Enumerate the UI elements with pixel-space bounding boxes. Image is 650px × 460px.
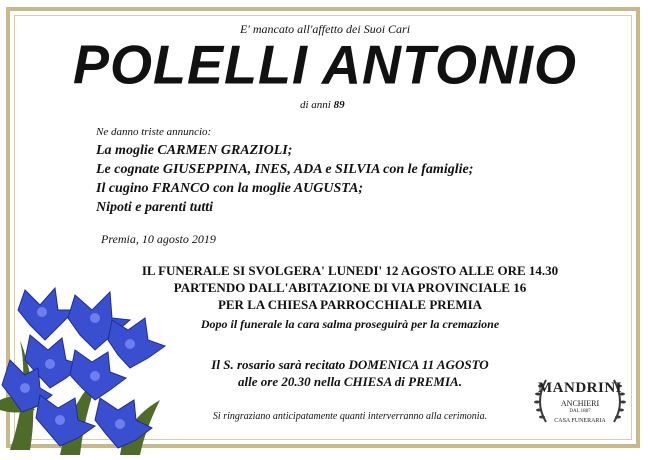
funeral-home-logo <box>532 372 628 432</box>
funeral-line: PER LA CHIESA PARROCCHIALE PREMIA <box>217 297 483 312</box>
place-date: Premia, 10 agosto 2019 <box>101 232 216 246</box>
rosary-info <box>140 356 560 390</box>
family-line: La moglie CARMEN GRAZIOLI; <box>96 143 293 158</box>
family-line: Le cognate GIUSEPPINA, INES, ADA e SILVIA con le famiglie; <box>96 162 474 177</box>
funeral-info <box>130 262 570 313</box>
announce-line: Ne danno triste annuncio: <box>96 126 212 138</box>
rosary-line: alle ore 20.30 nella CHIESA di PREMIA. <box>238 374 462 389</box>
cremation-note: Dopo il funerale la cara salma proseguirà per la cremazione <box>200 317 500 331</box>
thanks-line: Si ringraziano anticipatamente quanti interverranno alla cerimonia. <box>212 411 488 422</box>
logo-type: CASA FUNERARIA <box>554 418 606 424</box>
age-value: 89 <box>333 99 345 111</box>
gentian-flowers-image <box>0 280 175 460</box>
family-line: Il cugino FRANCO con la moglie AUGUSTA; <box>96 181 364 196</box>
logo-since: DAL 1887 <box>569 409 591 414</box>
intro-line: E' mancato all'affetto dei Suoi Cari <box>239 22 411 36</box>
logo-sub: ANCHIERI <box>560 399 600 408</box>
family-list <box>96 141 473 217</box>
funeral-line: PARTENDO DALL'ABITAZIONE DI VIA PROVINCIALE 16 <box>173 280 527 295</box>
funeral-line: IL FUNERALE SI SVOLGERA' LUNEDI' 12 AGOSTO ALLE ORE 14.30 <box>141 263 559 278</box>
age-line <box>300 99 345 111</box>
age-prefix: di anni <box>300 99 331 111</box>
family-line: Nipoti e parenti tutti <box>96 200 214 215</box>
logo-brand: MANDRINI <box>538 380 622 396</box>
deceased-name: POLELLI ANTONIO <box>72 34 577 96</box>
rosary-line: Il S. rosario sarà recitato DOMENICA 11 AGOSTO <box>211 357 489 372</box>
